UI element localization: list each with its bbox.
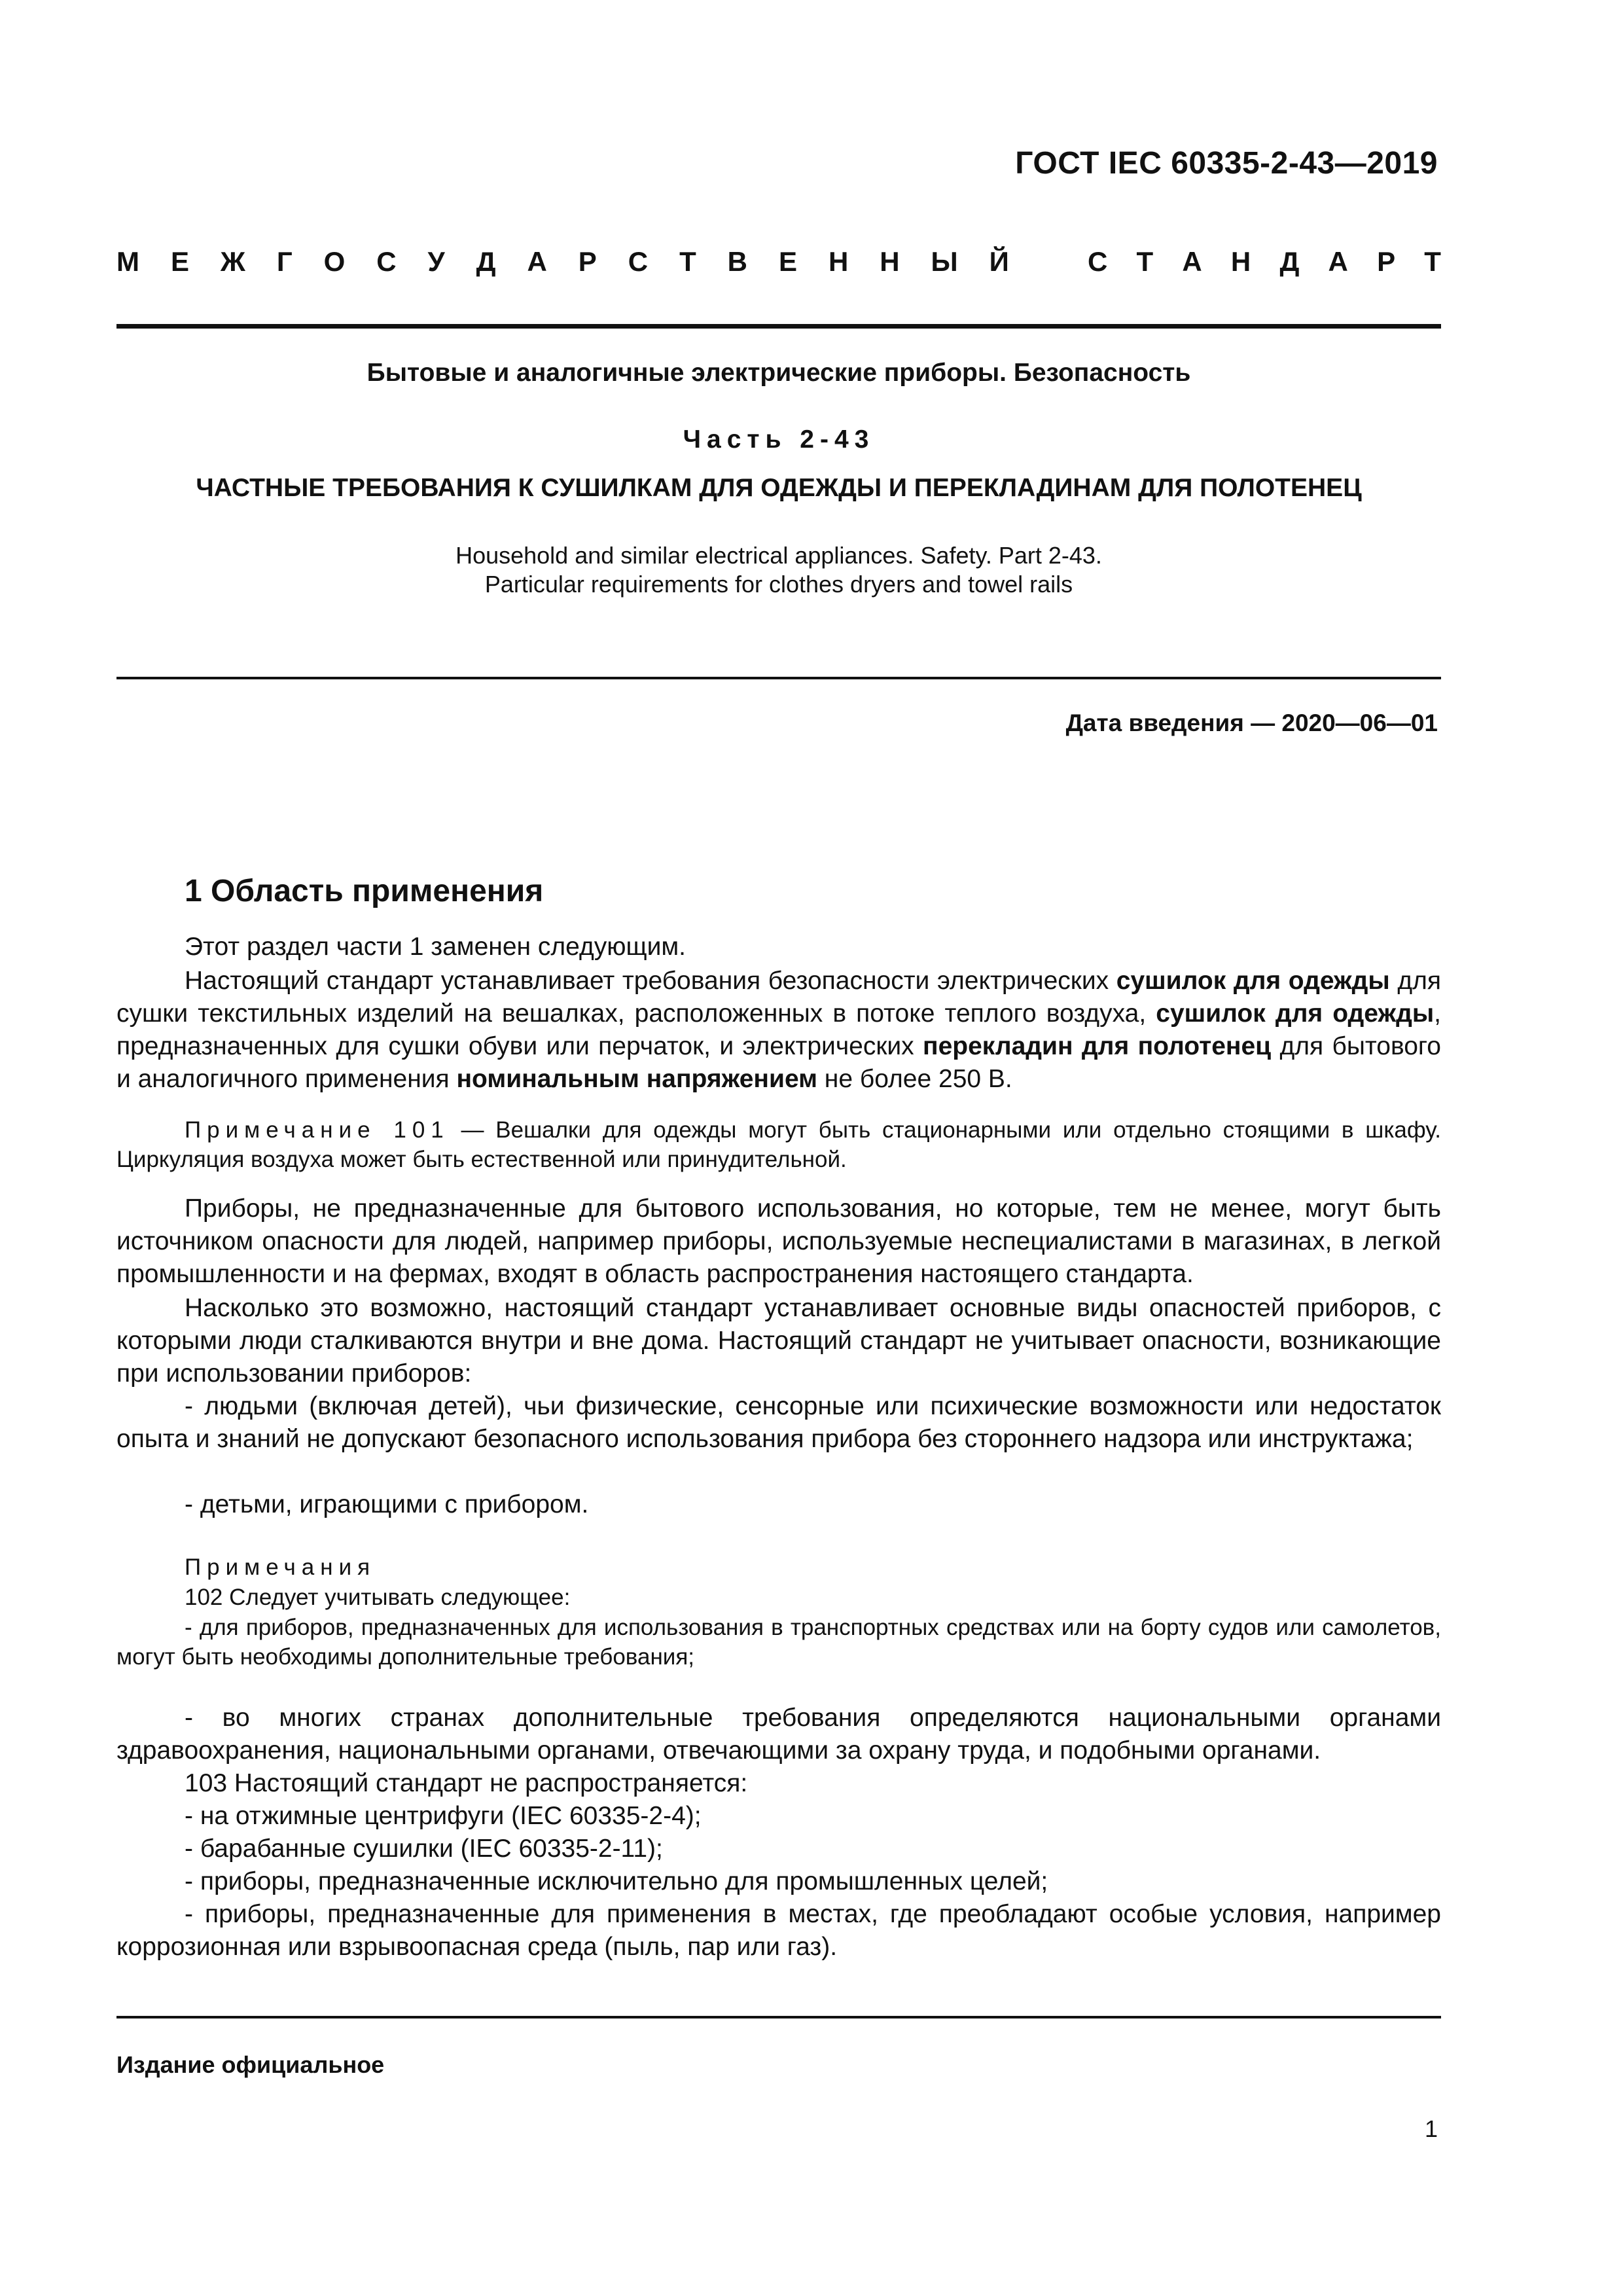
interstate-standard-heading	[116, 246, 1441, 278]
hazard-item-1: - людьми (включая детей), чьи физические, сенсорные или психические возможности или недостаток опыта и знаний не допускают безопасного использования прибора без стороннего надзора или инструктажа;	[116, 1392, 1441, 1453]
official-edition-label: Издание официальное	[116, 2051, 385, 2078]
interstate-word	[116, 246, 1009, 278]
note-102-item: - для приборов, предназначенных для использования в транспортных средствах или на борту судов или самолетов, могут быть необходимы дополнительные требования;	[116, 1615, 1441, 1670]
heading-letter: Т	[1136, 246, 1154, 277]
standard-word	[1088, 246, 1441, 278]
heading-letter: Р	[578, 246, 597, 277]
exclusion-item-4: - приборы, предназначенные для применения в местах, где преобладают особые условия, например коррозионная или взрывоопасная среда (пыль, пар или газ).	[116, 1900, 1441, 1961]
heading-letter: Н	[1230, 246, 1251, 277]
english-title-line-2: Particular requirements for clothes dryers and towel rails	[484, 571, 1073, 598]
heading-letter: А	[1328, 246, 1348, 277]
paragraph-text: для бытового и аналогичного применения	[116, 1032, 1441, 1093]
paragraph-text: не более 250 В.	[817, 1065, 1012, 1093]
section-heading: 1 Область применения	[185, 874, 544, 908]
heading-letter: Н	[880, 246, 900, 277]
heading-letter: Д	[1279, 246, 1300, 277]
heading-letter: Г	[276, 246, 293, 277]
paragraph-national-requirements: - во многих странах дополнительные требования определяются национальными органами здравоохранения, национальными органами, отвечающими за охрану труда, и подобными органами.	[116, 1704, 1441, 1765]
note-102: 102 Следует учитывать следующее:	[185, 1585, 571, 1610]
part-number: Часть 2-43	[683, 425, 875, 454]
defined-term: сушилок для одежды	[1116, 967, 1390, 995]
heading-letter: Й	[989, 246, 1009, 277]
paragraph-non-household: Приборы, не предназначенные для бытового использования, но которые, тем не менее, могут быть источником опасности для людей, например приборы, используемые неспециалистами в магазинах, в легкой промышленности и на фермах, входят в область распространения настоящего стандарта.	[116, 1194, 1441, 1288]
heading-letter: Ж	[220, 246, 245, 277]
document-number: ГОСТ IEC 60335-2-43—2019	[1015, 146, 1438, 181]
exclusion-item-1: - на отжимные центрифуги (IEC 60335-2-4);	[185, 1802, 702, 1830]
paragraph-text: для сушки текстильных изделий на вешалках, расположенных в потоке теплого воздуха,	[116, 967, 1442, 1028]
heading-letter: Ы	[931, 246, 958, 277]
heading-letter: С	[1088, 246, 1108, 277]
introduction-date: Дата введения — 2020—06—01	[1065, 709, 1438, 736]
heading-letter: Р	[1377, 246, 1396, 277]
heading-letter: Т	[1424, 246, 1441, 277]
exclusion-item-2: - барабанные сушилки (IEC 60335-2-11);	[185, 1835, 663, 1863]
note-101	[116, 1115, 1441, 1174]
paragraph-hazards: Насколько это возможно, настоящий стандарт устанавливает основные виды опасностей приборов, с которыми люди сталкиваются внутри и вне дома. Настоящий стандарт не учитывает опасности, возникающие при использовании приборов:	[116, 1294, 1441, 1388]
note-101-text: — Вешалки для одежды могут быть стационарными или отдельно стоящими в шкафу. Циркуляция воздуха может быть естественной или принудительной.	[116, 1117, 1442, 1172]
heading-letter: С	[628, 246, 649, 277]
defined-term: сушилок для одежды	[1156, 999, 1435, 1028]
paragraph-scope	[116, 965, 1441, 1096]
heading-letter: Е	[778, 246, 797, 277]
notes-label: Примечания	[185, 1554, 376, 1580]
heading-letter: С	[376, 246, 397, 277]
header-rule	[116, 324, 1441, 329]
paragraph-replacement: Этот раздел части 1 заменен следующим.	[185, 933, 687, 961]
paragraph-text: Настоящий стандарт устанавливает требования безопасности электрических	[185, 967, 1116, 995]
heading-letter: В	[727, 246, 748, 277]
heading-letter: Д	[476, 246, 496, 277]
defined-term: перекладин для полотенец	[923, 1032, 1272, 1060]
heading-letter: Н	[828, 246, 849, 277]
heading-letter: А	[527, 246, 547, 277]
heading-letter: М	[116, 246, 139, 277]
document-title: Бытовые и аналогичные электрические приборы. Безопасность	[366, 359, 1191, 387]
exclusion-item-3: - приборы, предназначенные исключительно для промышленных целей;	[185, 1867, 1048, 1895]
heading-letter: О	[323, 246, 346, 277]
heading-letter: Т	[679, 246, 696, 277]
document-subtitle: ЧАСТНЫЕ ТРЕБОВАНИЯ К СУШИЛКАМ ДЛЯ ОДЕЖДЫ И ПЕРЕКЛАДИНАМ ДЛЯ ПОЛОТЕНЕЦ	[196, 474, 1362, 502]
defined-term: номинальным напряжением	[456, 1065, 817, 1093]
english-title-line-1: Household and similar electrical appliances. Safety. Part 2-43.	[455, 542, 1102, 569]
note-101-label: Примечание 101	[185, 1117, 450, 1143]
heading-letter: Е	[170, 246, 189, 277]
heading-letter: А	[1182, 246, 1202, 277]
hazard-item-2: - детьми, играющими с прибором.	[185, 1490, 589, 1518]
footer-rule	[116, 2016, 1441, 2018]
page-number: 1	[1424, 2115, 1438, 2142]
heading-letter: У	[427, 246, 445, 277]
paragraph-text: , предназначенных для сушки обуви или перчаток, и электрических	[116, 999, 1441, 1060]
title-rule	[116, 677, 1441, 679]
paragraph-not-applicable: 103 Настоящий стандарт не распространяется:	[185, 1769, 748, 1797]
